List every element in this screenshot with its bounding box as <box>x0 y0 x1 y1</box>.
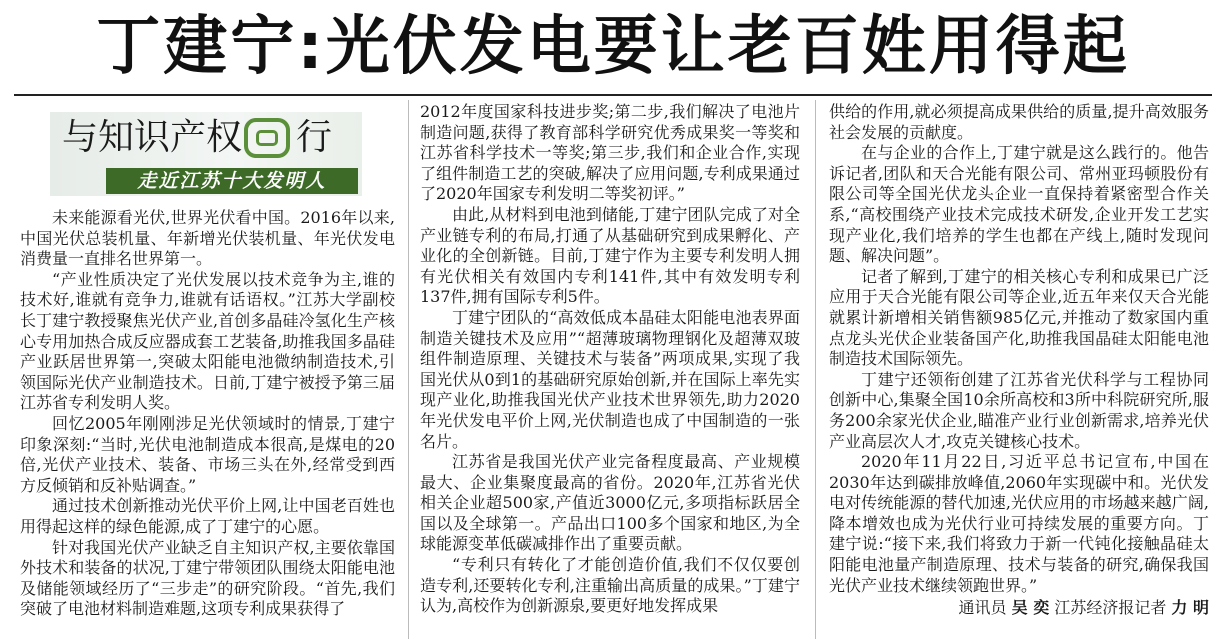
article-column-3 <box>829 102 1209 619</box>
headline-rule <box>14 94 1212 96</box>
column-logo-title: 与知识产权 <box>62 117 243 158</box>
column-logo-title-tail: 行 <box>296 117 333 158</box>
paragraph: 由此,从材料到电池到储能,丁建宁团队完成了对全产业链专利的布局,打通了从基础研究到成果孵化、产业化的全创新链。目前,丁建宁作为主要专利发明人拥有光伏相关有效国内专利141件,其中有效发明专利137件,拥有国际专利5件。 <box>420 204 800 307</box>
paragraph: 回忆2005年刚刚涉足光伏领域时的情景,丁建宁印象深刻:“当时,光伏电池制造成本很高,是煤电的20倍,光伏产业技术、装备、市场三头在外,经常受到西方反倾销和反补贴调查。” <box>20 413 395 495</box>
byline-name-1: 吴 奕 <box>1011 598 1050 618</box>
paragraph: 通过技术创新推动光伏平价上网,让中国老百姓也用得起这样的绿色能源,成了丁建宁的心愿。 <box>20 496 395 536</box>
paragraph: 丁建宁还领衔创建了江苏省光伏科学与工程协同创新中心,集聚全国10余所高校和3所中科院研究所,服务200余家光伏企业,瞄准产业行业创新需求,培养光伏产业高层次人才,攻克关键核心技术。 <box>829 369 1209 451</box>
paragraph: 记者了解到,丁建宁的相关核心专利和成果已广泛应用于天合光能有限公司等企业,近五年来仅天合光能就累计新增相关销售额985亿元,并推动了数家国内重点龙头光伏企业装备国产化,助推我国晶硅太阳能电池制造技术国际领先。 <box>829 266 1209 369</box>
column-logo <box>50 112 362 196</box>
byline-prefix-1: 通讯员 <box>958 598 1007 618</box>
paragraph: 供给的作用,就必须提高成果供给的质量,提升高效服务社会发展的贡献度。 <box>829 102 1209 142</box>
byline-prefix-2: 江苏经济报记者 <box>1054 598 1167 618</box>
paragraph: “专利只有转化了才能创造价值,我们不仅仅要创造专利,还要转化专利,注重输出高质量的成果。”丁建宁认为,高校作为创新源泉,要更好地发挥成果 <box>420 555 800 616</box>
paragraph: 在与企业的合作上,丁建宁就是这么践行的。他告诉记者,团队和天合光能有限公司、常州亚玛顿股份有限公司等全国光伏龙头企业一直保持着紧密型合作关系,“高校围绕产业技术完成技术研发,企业开发工艺实现产业化,我们培养的学生也都在产线上,随时发现问题、解决问题”。 <box>829 143 1209 266</box>
paragraph: 未来能源看光伏,世界光伏看中国。2016年以来,中国光伏总装机量、年新增光伏装机量、年光伏发电消费量一直排名世界第一。 <box>20 208 395 269</box>
paragraph: 江苏省是我国光伏产业完备程度最高、产业规模最大、企业集聚度最高的省份。2020年,江苏省光伏相关企业超500家,产值近3000亿元,多项指标跃居全国以及全球第一。产品出口100多个国家和地区,为全球能源变革低碳减排作出了重要贡献。 <box>420 452 800 554</box>
column-logo-subtitle: 走近江苏十大发明人 <box>106 168 358 194</box>
article-column-1 <box>20 208 395 620</box>
byline-name-2: 力 明 <box>1171 598 1209 618</box>
headline: 丁建宁:光伏发电要让老百姓用得起 <box>96 10 1130 84</box>
paragraph: 2012年度国家科技进步奖;第二步,我们解决了电池片制造问题,获得了教育部科学研究优秀成果奖一等奖和江苏省科学技术一等奖;第三步,我们和企业合作,实现了组件制造工艺的突破,解决了应用问题,专利成果通过了2020年国家专利发明二等奖初评。” <box>420 102 800 204</box>
column-divider <box>408 100 409 639</box>
paragraph: 针对我国光伏产业缺乏自主知识产权,主要依靠国外技术和装备的状况,丁建宁带领团队围绕太阳能电池及储能领域经历了“三步走”的研究阶段。“首先,我们突破了电池材料制造难题,这项专利成果获得了 <box>20 537 395 619</box>
paragraph: 2020年11月22日,习近平总书记宣布,中国在2030年达到碳排放峰值,2060年实现碳中和。光伏发电对传统能源的替代加速,光伏应用的市场越来越广阔,降本增效也成为光伏行业可持续发展的重要方向。丁建宁说:“接下来,我们将致力于新一代钝化接触晶硅太阳能电池量产制造原理、技术与装备的研究,确保我国光伏产业技术继续领跑世界。” <box>829 452 1209 595</box>
byline <box>829 598 1209 619</box>
paragraph: 丁建宁团队的“高效低成本晶硅太阳能电池表界面制造关键技术及应用”“超薄玻璃物理钢化及超薄双玻组件制造原理、关键技术与装备”两项成果,实现了我国光伏从0到1的基础研究原始创新,并在国际上率先实现产业化,助推我国光伏产业技术世界领先,助力2020年光伏发电平价上网,光伏制造也成了中国制造的一张名片。 <box>420 307 800 451</box>
column-divider <box>815 100 816 639</box>
ip-badge-icon <box>244 118 290 158</box>
paragraph: “产业性质决定了光伏发展以技术竞争为主,谁的技术好,谁就有竞争力,谁就有话语权。”江苏大学副校长丁建宁教授聚焦光伏产业,首创多晶硅冷氢化生产核心专用加热合成反应器成套工艺装备,助推我国多晶硅产业跃居世界第一,突破太阳能电池微纳制造技术,引领国际光伏产业制造技术。日前,丁建宁被授予第三届江苏省专利发明人奖。 <box>20 269 395 413</box>
article-column-2 <box>420 102 800 617</box>
